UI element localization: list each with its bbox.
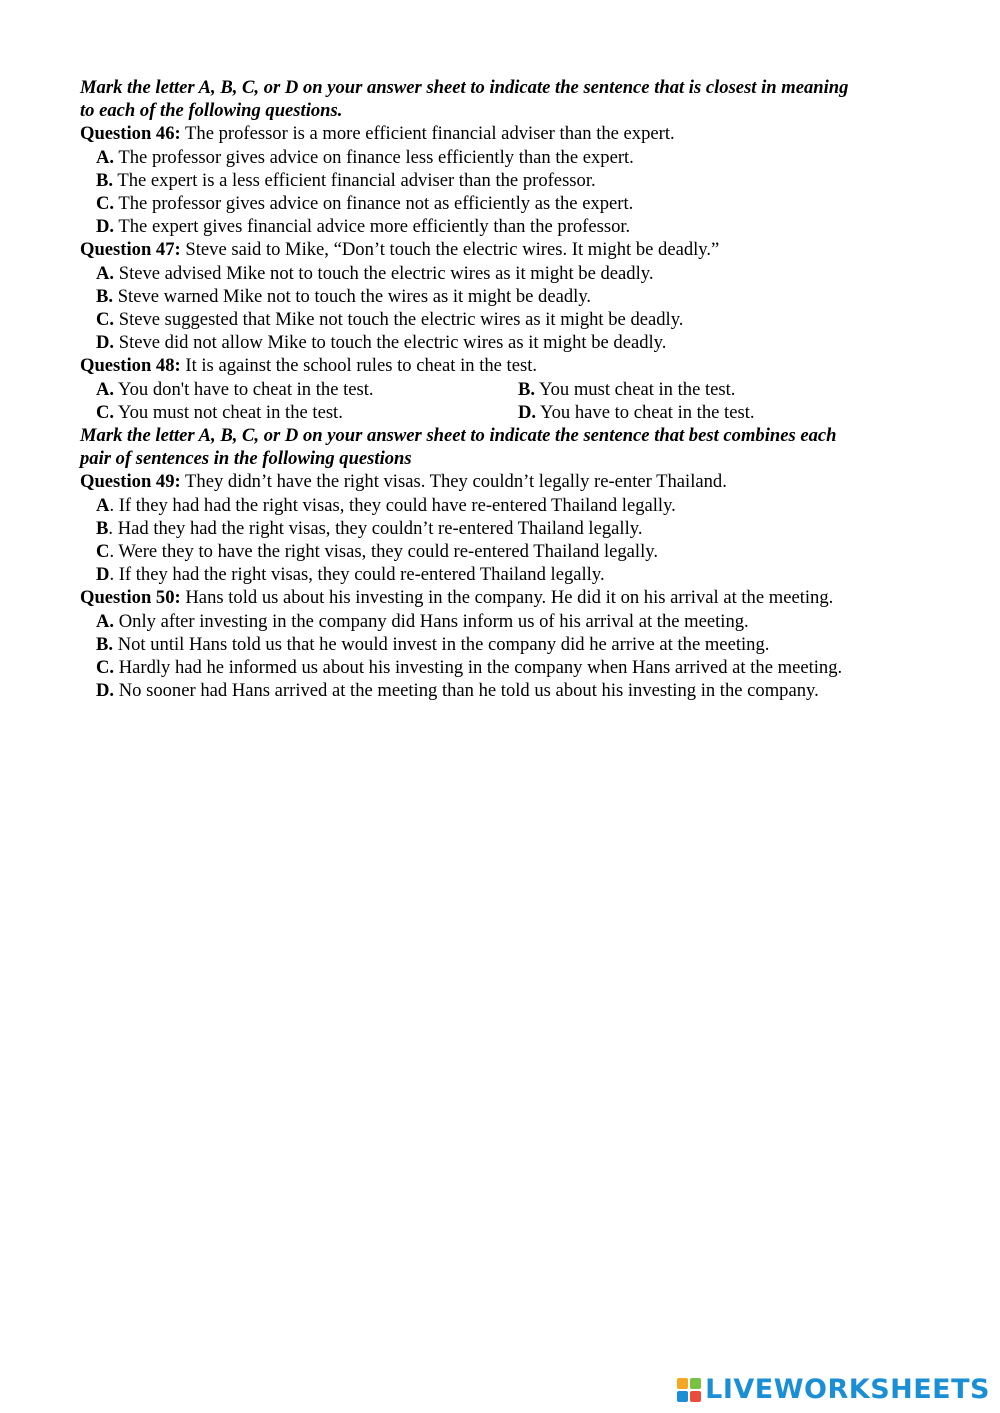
question-number: Question 46: (80, 123, 181, 145)
option-letter: C. (96, 657, 115, 679)
liveworksheets-logo-icon (677, 1378, 701, 1402)
worksheet (80, 76, 940, 702)
option-b[interactable] (80, 633, 940, 656)
option-letter: B. (96, 169, 114, 191)
logo-square (677, 1391, 688, 1402)
logo-square (690, 1378, 701, 1389)
option-a[interactable] (80, 262, 940, 285)
option-c[interactable] (80, 192, 940, 215)
logo-square (677, 1378, 688, 1389)
instruction-line: pair of sentences in the following questions (80, 448, 412, 470)
option-text: The professor gives advice on finance less efficiently than the expert. (114, 146, 634, 168)
option-a[interactable] (80, 494, 940, 517)
option-text: You must cheat in the test. (535, 378, 736, 400)
option-c[interactable] (96, 401, 518, 424)
option-letter: C (96, 541, 110, 563)
option-a[interactable] (80, 610, 940, 633)
option-text: You must not cheat in the test. (114, 401, 343, 423)
instruction-line: Mark the letter A, B, C, or D on your answer sheet to indicate the sentence that is closest in meaning (80, 77, 849, 98)
option-letter: A. (96, 610, 115, 632)
question-text: Steve said to Mike, “Don’t touch the electric wires. It might be deadly.” (180, 239, 720, 261)
instruction-line: to each of the following questions. (80, 100, 343, 122)
section-instruction (80, 424, 940, 470)
option-letter: B. (96, 633, 114, 655)
option-b[interactable] (80, 169, 940, 192)
question-50 (80, 586, 940, 609)
option-letter: B. (96, 285, 114, 307)
option-text: . Were they to have the right visas, they could re-entered Thailand legally. (109, 541, 658, 563)
option-text: The expert gives financial advice more efficiently than the professor. (114, 216, 631, 238)
option-a[interactable] (96, 378, 518, 401)
option-c[interactable] (80, 308, 940, 331)
question-number: Question 47: (80, 239, 181, 261)
option-text: You have to cheat in the test. (536, 401, 755, 423)
instruction-line: Mark the letter A, B, C, or D on your answer sheet to indicate the sentence that best combines each (80, 425, 837, 447)
option-c[interactable] (80, 656, 940, 679)
option-grid (80, 378, 940, 424)
question-text: Hans told us about his investing in the company. He did it on his arrival at the meeting. (180, 587, 834, 609)
option-text: You don't have to cheat in the test. (114, 378, 374, 400)
option-text: . If they had the right visas, they could re-entered Thailand legally. (109, 564, 605, 586)
option-letter: C. (96, 309, 115, 331)
option-letter: B. (518, 378, 536, 400)
option-letter: A. (96, 262, 115, 284)
question-46 (80, 122, 940, 145)
option-text: . If they had had the right visas, they could have re-entered Thailand legally. (109, 494, 676, 516)
option-text: Steve did not allow Mike to touch the electric wires as it might be deadly. (114, 332, 667, 354)
question-49 (80, 470, 940, 493)
section-instruction (80, 76, 940, 122)
option-text: Only after investing in the company did Hans inform us of his arrival at the meeting. (114, 610, 749, 632)
option-letter: D. (518, 401, 537, 423)
option-text: . Had they had the right visas, they couldn’t re-entered Thailand legally. (108, 517, 643, 539)
option-d[interactable] (80, 215, 940, 238)
question-number: Question 49: (80, 471, 181, 493)
option-b[interactable] (80, 517, 940, 540)
option-letter: C. (96, 401, 115, 423)
logo-square (690, 1391, 701, 1402)
option-text: Steve warned Mike not to touch the wires as it might be deadly. (113, 285, 592, 307)
option-text: Hardly had he informed us about his investing in the company when Hans arrived at the meeting. (114, 657, 843, 679)
option-d[interactable] (80, 331, 940, 354)
question-number: Question 48: (80, 355, 181, 377)
option-letter: A. (96, 146, 115, 168)
option-letter: D (96, 564, 110, 586)
question-47 (80, 238, 940, 261)
question-text: It is against the school rules to cheat in the test. (180, 355, 538, 377)
option-d[interactable] (80, 679, 940, 702)
option-b[interactable] (80, 285, 940, 308)
option-letter: D. (96, 332, 115, 354)
option-letter: D. (96, 216, 115, 238)
option-text: Steve suggested that Mike not touch the electric wires as it might be deadly. (114, 309, 684, 331)
option-text: Steve advised Mike not to touch the electric wires as it might be deadly. (114, 262, 654, 284)
option-letter: A. (96, 378, 115, 400)
question-48 (80, 354, 940, 377)
option-text: No sooner had Hans arrived at the meeting than he told us about his investing in the company. (114, 680, 819, 702)
option-text: The expert is a less efficient financial adviser than the professor. (113, 169, 596, 191)
logo-text: LIVEWORKSHEETS (705, 1374, 990, 1405)
option-letter: D. (96, 680, 115, 702)
question-text: They didn’t have the right visas. They couldn’t legally re-enter Thailand. (180, 471, 727, 493)
option-b[interactable] (518, 378, 918, 401)
option-c[interactable] (80, 540, 940, 563)
option-letter: B (96, 517, 109, 539)
option-text: Not until Hans told us that he would invest in the company did he arrive at the meeting. (113, 633, 770, 655)
option-text: The professor gives advice on finance not as efficiently as the expert. (114, 193, 634, 215)
option-a[interactable] (80, 146, 940, 169)
question-number: Question 50: (80, 587, 181, 609)
option-d[interactable] (518, 401, 918, 424)
liveworksheets-logo[interactable] (677, 1375, 990, 1405)
question-text: The professor is a more efficient financial adviser than the expert. (180, 123, 675, 145)
option-letter: C. (96, 193, 115, 215)
option-letter: A (96, 494, 110, 516)
option-d[interactable] (80, 563, 940, 586)
